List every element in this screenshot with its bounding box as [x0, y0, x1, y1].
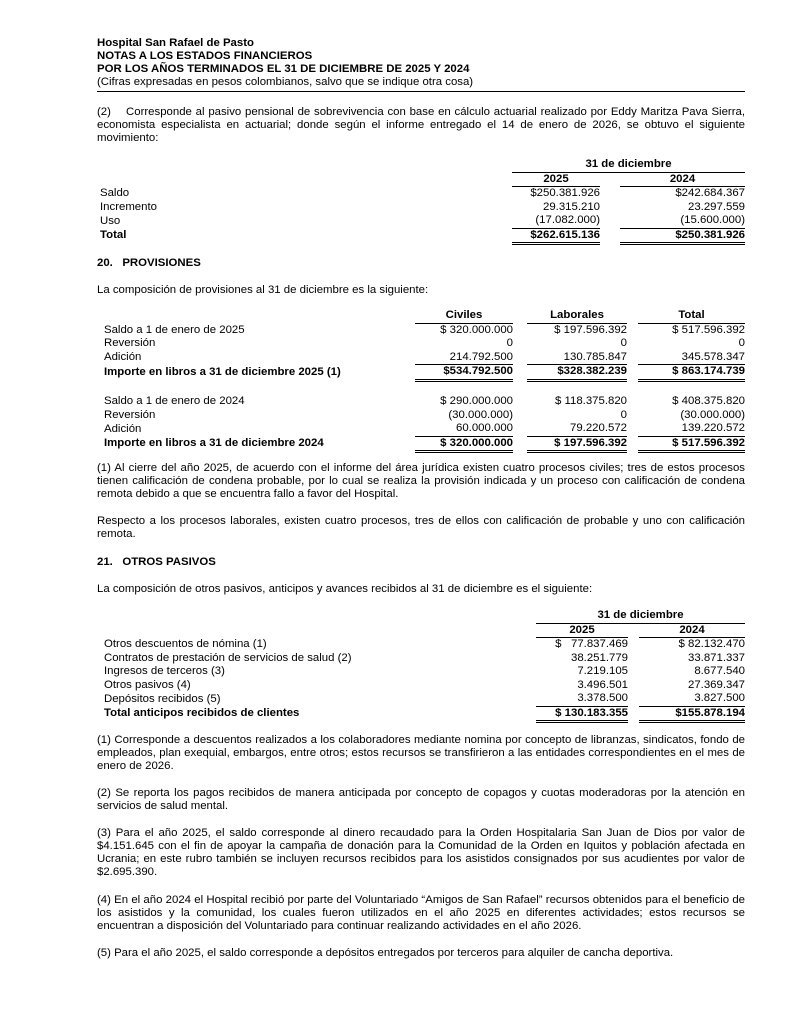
- header-period: POR LOS AÑOS TERMINADOS EL 31 DE DICIEMBRE DE 2025 Y 2024: [97, 63, 470, 75]
- row-label: Total: [100, 229, 127, 242]
- table-row: [100, 214, 745, 228]
- value-total: $ 517.596.392: [672, 323, 745, 336]
- table-row: [104, 692, 745, 706]
- value-laborales: $ 118.375.820: [555, 395, 627, 408]
- value-laborales: $ 197.596.392: [554, 323, 627, 336]
- row-label: Otros pasivos (4): [104, 678, 191, 691]
- value-2025: 38.251.779: [570, 651, 628, 664]
- table-row: [104, 395, 745, 409]
- section-title-provisiones: 20. PROVISIONES: [97, 257, 201, 269]
- col-total: Total: [638, 309, 745, 323]
- table-row: [104, 323, 745, 337]
- otros-note-5: (5) Para el año 2025, el saldo corresponde a depósitos entregados por terceros para alquiler de cancha deportiva.: [97, 947, 674, 959]
- section-title-otros-pasivos: 21. OTROS PASIVOS: [97, 556, 216, 568]
- row-label: Importe en libros a 31 de diciembre 2025 (1): [104, 365, 341, 378]
- value-laborales: $ 197.596.392: [527, 436, 627, 452]
- value-2025: $250.381.926: [530, 187, 600, 200]
- value-total: $ 863.174.739: [638, 365, 745, 381]
- table-row: [104, 351, 745, 365]
- value-total: 345.578.347: [638, 351, 745, 365]
- otros-note-4: (4) En el año 2024 el Hospital recibió por parte del Voluntariado “Amigos de San Rafael” recursos obtenidos para el beneficio de los asistidos y la comunidad, los cuales fueron utilizados en el año 2025 en diferentes actividades; estos recursos se encuentran a disposición del Voluntariado para continuar realizando actividades en el año 2026.: [97, 894, 745, 932]
- otros-note-2: (2) Se reporta los pagos recibidos de manera anticipada por concepto de copagos y cuotas moderadoras por la atención en servicios de salud mental.: [97, 787, 745, 812]
- row-label: Incremento: [100, 200, 157, 213]
- otros-note-1: (1) Corresponde a descuentos realizados a los colaboradores mediante nomina por concepto de libranzas, sindicatos, fondo de empleados, plan exequial, embargos, entre otros; estos recursos se transfirieron a las entidades correspondientes en el mes de enero de 2026.: [97, 734, 745, 772]
- value-laborales: 130.785.847: [527, 351, 627, 365]
- header-company: Hospital San Rafael de Pasto: [97, 37, 254, 49]
- value-2024: $242.684.367: [675, 187, 745, 200]
- value-laborales: $328.382.239: [527, 365, 627, 381]
- value-2024: 3.827.500: [639, 692, 745, 706]
- header-title: NOTAS A LOS ESTADOS FINANCIEROS: [97, 50, 313, 62]
- value-2025: 3.378.500: [536, 692, 628, 706]
- table-row: [100, 201, 745, 215]
- otros-note-3: (3) Para el año 2025, el saldo corresponde al dinero recaudado para la Orden Hospitalaria San Juan de Dios por valor de $4.151.645 con el fin de apoyar la campaña de donación para la Comunidad de la Orden en Iquitos y población afectada en Ucrania; en este rubro también se incluyen recursos recibidos para los asistidos consignados por sus acudientes por valor de $2.695.390.: [97, 827, 745, 878]
- table-row: [104, 665, 745, 679]
- table-row: [104, 652, 745, 666]
- row-label: Saldo a 1 de enero de 2024: [104, 395, 245, 408]
- table-row: [100, 187, 745, 201]
- table-row: [104, 409, 745, 423]
- provisiones-note-2: Respecto a los procesos laborales, existen cuatro procesos, tres de ellos con calificación de probable y uno con calificación remota.: [97, 515, 745, 540]
- value-2025: $ 77.837.469: [555, 638, 628, 651]
- row-label: Uso: [100, 214, 121, 227]
- value-civiles: (30.000.000): [448, 408, 513, 421]
- provisiones-table: [104, 309, 745, 453]
- value-total: $ 408.375.820: [672, 395, 745, 408]
- value-2024: $ 82.132.470: [678, 638, 745, 651]
- otros-group-header: 31 de diciembre: [536, 609, 745, 623]
- otros-col-2025: 2025: [536, 623, 628, 638]
- otros-intro: La composición de otros pasivos, anticipos y avances recibidos al 31 de diciembre es el siguiente:: [97, 583, 593, 595]
- row-label: Adición: [104, 422, 142, 435]
- row-label: Reversión: [104, 337, 156, 350]
- row-label: Reversión: [104, 408, 156, 421]
- row-label: Importe en libros a 31 de diciembre 2024: [104, 437, 324, 450]
- value-civiles: 0: [506, 337, 513, 350]
- value-2024: 23.297.559: [687, 200, 745, 213]
- value-2025: $262.615.136: [512, 228, 600, 244]
- value-total: 0: [738, 337, 745, 350]
- table-row: [104, 706, 745, 722]
- table-row: [104, 638, 745, 652]
- value-civiles: $ 290.000.000: [440, 395, 513, 408]
- row-label: Contratos de prestación de servicios de salud (2): [104, 651, 352, 664]
- value-2024: 27.369.347: [687, 678, 745, 691]
- value-civiles: $ 320.000.000: [415, 436, 513, 452]
- value-2025: (17.082.000): [512, 214, 600, 228]
- row-label: Adición: [104, 351, 142, 363]
- value-total: 139.220.572: [638, 422, 745, 436]
- provisiones-note-1: (1) Al cierre del año 2025, de acuerdo con el informe del área jurídica existen cuatro procesos civiles; tres de estos procesos tienen calificación de condena probable, por lo cual se realiza la provisión indicada y un proceso con calificación de condena remota debido a que se encuentra fallo a favor del Hospital.: [97, 462, 745, 500]
- value-laborales: 0: [620, 408, 627, 421]
- value-2024: (15.600.000): [620, 214, 745, 228]
- pension-col-2024: 2024: [620, 172, 745, 187]
- value-2024: 33.871.337: [687, 651, 745, 664]
- value-2025: 29.315.210: [542, 200, 600, 213]
- value-2024: $250.381.926: [620, 228, 745, 244]
- row-label: Saldo: [100, 187, 130, 199]
- value-2024: 8.677.540: [694, 665, 745, 678]
- pension-intro: (2) Corresponde al pasivo pensional de sobrevivencia con base en cálculo actuarial realizado por Eddy Maritza Pava Sierra, economista especialista en actuarial; donde según el informe entregado el 14 de enero de 2026, se obtuvo el siguiente movimiento:: [97, 106, 745, 144]
- value-laborales: 0: [620, 337, 627, 350]
- value-2025: 7.219.105: [577, 665, 628, 678]
- value-total: $ 517.596.392: [638, 436, 745, 452]
- value-2024: $155.878.194: [639, 706, 745, 722]
- col-civiles: Civiles: [415, 309, 513, 323]
- row-label: Ingresos de terceros (3): [104, 665, 225, 678]
- table-row: [104, 679, 745, 693]
- value-civiles: 60.000.000: [415, 422, 513, 436]
- table-row: [104, 337, 745, 351]
- value-civiles: 214.792.500: [415, 351, 513, 365]
- document-header: [97, 37, 745, 89]
- value-laborales: 79.220.572: [527, 422, 627, 436]
- header-divider: [97, 91, 745, 92]
- row-label: Otros descuentos de nómina (1): [104, 638, 267, 650]
- pension-table: [100, 158, 745, 245]
- pension-col-2025: 2025: [512, 172, 600, 187]
- row-label: Total anticipos recibidos de clientes: [104, 707, 300, 720]
- value-civiles: $ 320.000.000: [440, 323, 513, 336]
- provisiones-intro: La composición de provisiones al 31 de diciembre es la siguiente:: [97, 284, 429, 296]
- otros-col-2024: 2024: [639, 623, 745, 638]
- value-total: (30.000.000): [680, 408, 745, 421]
- pension-group-header: 31 de diciembre: [512, 158, 745, 172]
- header-currency-note: (Cifras expresadas en pesos colombianos, salvo que se indique otra cosa): [97, 76, 474, 88]
- row-label: Depósitos recibidos (5): [104, 692, 221, 705]
- table-row: [100, 228, 745, 244]
- row-label: Saldo a 1 de enero de 2025: [104, 323, 245, 336]
- value-civiles: $534.792.500: [415, 365, 513, 381]
- value-2025: $ 130.183.355: [536, 706, 628, 722]
- value-2025: 3.496.501: [577, 678, 628, 691]
- table-row: [104, 422, 745, 436]
- otros-pasivos-table: [104, 609, 745, 723]
- table-row: [104, 436, 745, 452]
- col-laborales: Laborales: [527, 309, 627, 323]
- table-row: [104, 365, 745, 381]
